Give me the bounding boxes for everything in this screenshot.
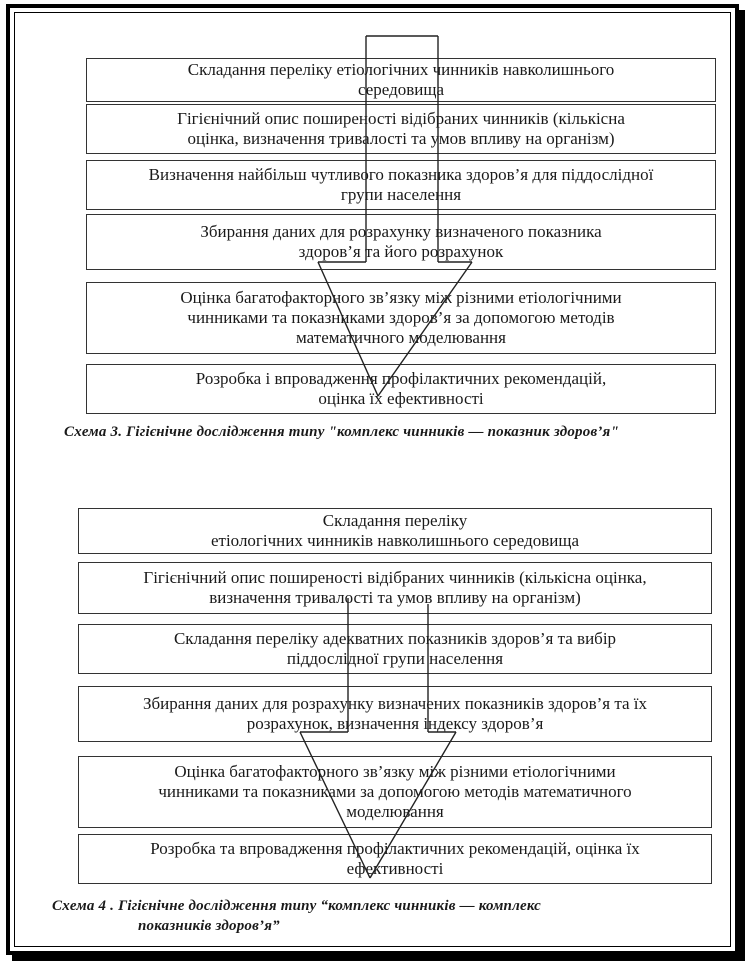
scheme4-step-1-text: Складання переліку етіологічних чинників навколишнього середовища	[210, 511, 580, 550]
scheme4-step-6-text: Розробка та впровадження профілактичних рекомендацій, оцінка їх ефективності	[150, 839, 640, 878]
scheme3-step-6-text: Розробка і впровадження профілактичних рекомендацій, оцінка їх ефективності	[195, 369, 607, 408]
scheme4-step-2-text: Гігієнічний опис поширеності відібраних чинників (кількісна оцінка, визначення тривалості та умов впливу на організм)	[143, 568, 647, 607]
scheme3-step-2-text: Гігієнічний опис поширеності відібраних чинників (кількісна оцінка, визначення тривалості та умов впливу на організм)	[177, 109, 625, 148]
scheme3-step-4-text: Збирання даних для розрахунку визначеного показника здоров’я та його розрахунок	[200, 222, 602, 261]
scheme4-caption-line-1: Схема 4 . Гігієнічне дослідження типу “комплекс чинників — комплекс	[52, 898, 541, 914]
scheme4-step-5-text: Оцінка багатофакторного зв’язку між різними етіологічними чинниками та показниками за допомогою методів математичного моделювання	[158, 762, 632, 821]
scheme4-funnel-arrow	[300, 598, 456, 878]
scheme4-step-3-text: Складання переліку адекватних показників здоров’я та вибір піддослідної групи населення	[173, 629, 617, 668]
scheme4-caption-line-2: показників здоров’я”	[138, 918, 280, 934]
scheme4-step-4-text: Збирання даних для розрахунку визначених показників здоров’я та їх розрахунок, визначення індексу здоров’я	[142, 694, 648, 733]
scheme3-step-1-text: Складання переліку етіологічних чинників навколишнього середовища	[187, 60, 615, 99]
scheme3-step-5-text: Оцінка багатофакторного зв’язку між різними етіологічними чинниками та показниками здоров’я за допомогою методів математичного моделювання	[180, 288, 622, 347]
scheme3-funnel-arrow	[318, 36, 472, 396]
scheme3-caption: Схема 3. Гігієнічне дослідження типу "комплекс чинників — показник здоров’я"	[64, 424, 619, 440]
scheme3-step-3-text: Визначення найбільш чутливого показника здоров’я для піддослідної групи населення	[148, 165, 654, 204]
